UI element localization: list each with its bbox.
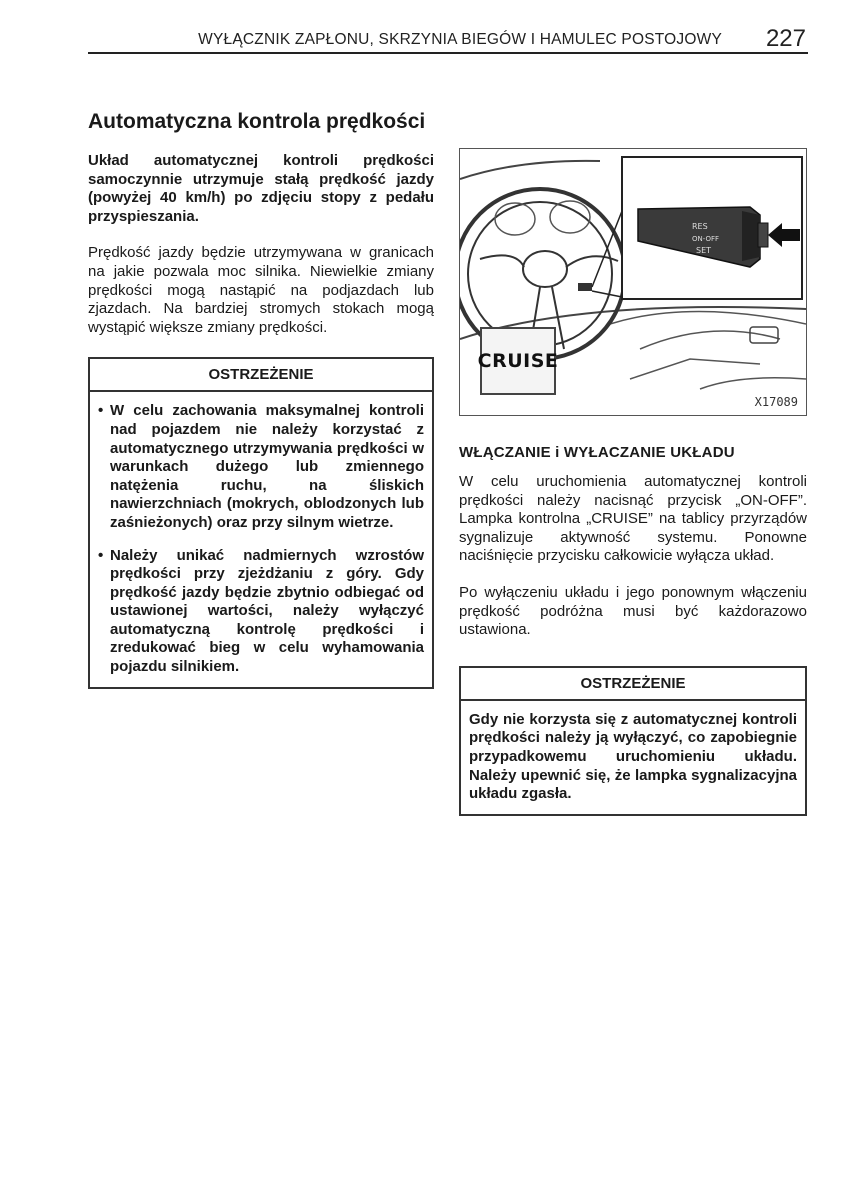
lever-label-res: RES	[692, 222, 708, 231]
warning-box-left	[88, 357, 434, 688]
warning-title: OSTRZEŻENIE	[90, 359, 432, 392]
warning-text: Gdy nie korzysta się z automatycznej kontroli prędkości należy ją wyłączyć, co zapobiegnie przypadkowemu uruchomieniu układu. Należy upewnić się, że lampka sygnalizacyjna układu zgasła.	[469, 710, 797, 803]
left-column	[88, 152, 434, 689]
intro-paragraph: Układ automatycznej kontroli prędkości samoczynnie utrzymuje stałą prędkość jazdy (powyżej 40 km/h) po zdjęciu stopy z pedału przyspieszania.	[88, 152, 434, 225]
warning-bullet-text: Należy unikać nadmiernych wzrostów prędkości przy zjeżdżaniu z góry. Gdy prędkość jazdy będzie zbytnio odbiegać od ustawionej wartości, należy wyłączyć automatyczną kontrolę prędkości i zredukować bieg w celu wyhamowania pojazdu silnikiem.	[110, 546, 424, 676]
cruise-indicator-label: CRUISE	[480, 327, 556, 395]
right-paragraph-1: W celu uruchomienia automatycznej kontroli prędkości należy nacisnąć przycisk „ON-OFF”. Lampka kontrolna „CRUISE” na tablicy przyrządów sygnalizuje aktywność systemu. Ponowne naciśnięcie przycisku całkowicie wyłącza układ.	[459, 473, 807, 565]
lever-label-on-off: ON-OFF	[692, 235, 720, 243]
warning-body	[461, 701, 805, 814]
cruise-control-illustration	[459, 148, 807, 416]
subheading: WŁĄCZANIE i WYŁACZANIE UKŁADU	[459, 444, 735, 461]
bullet-icon: •	[98, 546, 104, 564]
cruise-lever-small	[578, 283, 592, 291]
page-number: 227	[765, 25, 806, 52]
right-paragraph-2: Po wyłączeniu układu i jego ponownym włączeniu prędkość podróżna musi być każdorazowo ustawiona.	[459, 583, 807, 639]
bullet-icon: •	[98, 402, 104, 420]
warning-title: OSTRZEŻENIE	[461, 668, 805, 701]
warning-bullet	[98, 547, 424, 677]
section-title: Automatyczna kontrola prędkości	[88, 110, 426, 133]
body-paragraph: Prędkość jazdy będzie utrzymywana w granicach na jakie pozwala moc silnika. Niewielkie zmiany prędkości mogą nastąpić na podjazdach lub zjazdach. Na bardziej stromych stokach mogą wystąpić większe zmiany prędkości.	[88, 244, 434, 336]
on-off-button	[758, 223, 768, 247]
warning-bullet-text: W celu zachowania maksymalnej kontroli nad pojazdem nie należy korzystać z automatycznego utrzymywania prędkości w warunkach dużego lub zmiennego natężenia ruchu, na śliskich nawierzchniach (mokrych, oblodzonych lub zaśnieżonych) oraz przy silnym wietrze.	[110, 402, 424, 531]
right-column	[459, 148, 807, 816]
header-title: WYŁĄCZNIK ZAPŁONU, SKRZYNIA BIEGÓW I HAMULEC POSTOJOWY	[198, 31, 722, 48]
steering-hub	[523, 251, 567, 287]
warning-body	[90, 392, 432, 686]
page-header	[88, 26, 808, 54]
warning-box-right	[459, 666, 807, 816]
warning-bullet	[98, 402, 424, 532]
figure-code: X17089	[754, 395, 798, 409]
lever-label-set: SET	[696, 246, 712, 255]
